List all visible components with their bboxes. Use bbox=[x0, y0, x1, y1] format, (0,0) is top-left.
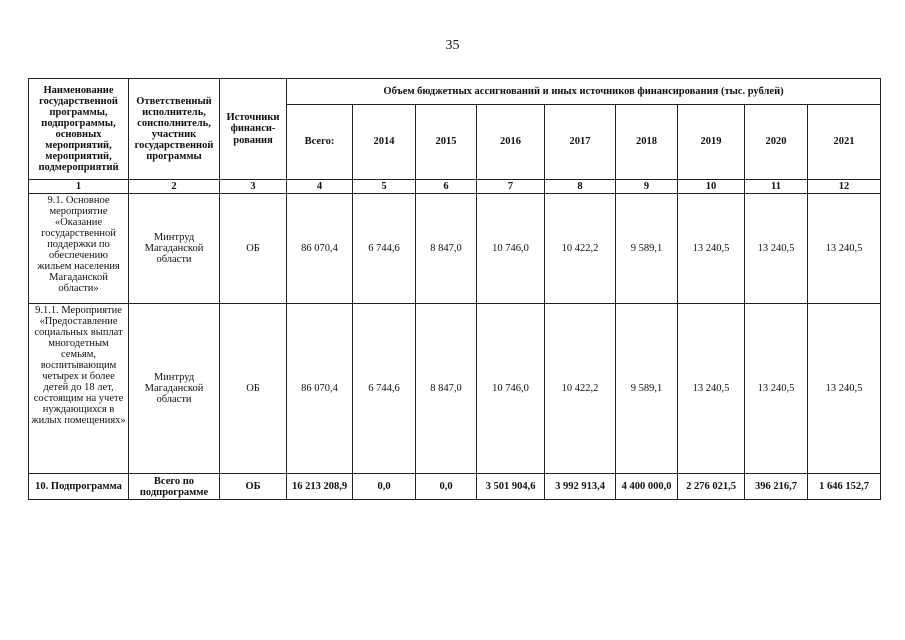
row-source: ОБ bbox=[220, 194, 287, 304]
total-executor: Всего по подпрограмме bbox=[129, 474, 220, 500]
column-number: 11 bbox=[745, 180, 808, 194]
page-number: 35 bbox=[445, 38, 460, 53]
row-name: 9.1.1. Мероприятие «Предоставление социальных выплат многодетным семьям, воспитывающим четырех и более детей до 18 лет, состоящим на учете нуждающихся в жилых помещениях» bbox=[29, 304, 129, 474]
header-budget-group: Объем бюджетных ассигнований и иных источников финансирования (тыс. рублей) bbox=[287, 79, 881, 105]
column-number: 2 bbox=[129, 180, 220, 194]
row-value: 6 744,6 bbox=[353, 304, 416, 474]
total-value: 396 216,7 bbox=[745, 474, 808, 500]
row-value: 8 847,0 bbox=[416, 194, 477, 304]
header-year: 2015 bbox=[416, 105, 477, 180]
total-value: 16 213 208,9 bbox=[287, 474, 353, 500]
column-number: 10 bbox=[678, 180, 745, 194]
row-value: 9 589,1 bbox=[616, 194, 678, 304]
total-row bbox=[29, 474, 881, 500]
column-number: 3 bbox=[220, 180, 287, 194]
total-value: 3 992 913,4 bbox=[545, 474, 616, 500]
row-value: 6 744,6 bbox=[353, 194, 416, 304]
row-value: 9 589,1 bbox=[616, 304, 678, 474]
row-value: 13 240,5 bbox=[678, 194, 745, 304]
total-value: 0,0 bbox=[353, 474, 416, 500]
header-year: 2016 bbox=[477, 105, 545, 180]
column-number: 7 bbox=[477, 180, 545, 194]
column-number: 5 bbox=[353, 180, 416, 194]
row-value: 10 746,0 bbox=[477, 304, 545, 474]
table-row bbox=[29, 304, 881, 474]
row-source: ОБ bbox=[220, 304, 287, 474]
row-value: 13 240,5 bbox=[745, 194, 808, 304]
budget-table bbox=[28, 78, 881, 500]
column-number: 6 bbox=[416, 180, 477, 194]
column-number: 12 bbox=[808, 180, 881, 194]
header-name: Наименование государственной программы, подпрограммы, основных мероприятий, мероприятий, подмероприятий bbox=[29, 79, 129, 180]
header-year: 2017 bbox=[545, 105, 616, 180]
total-value: 1 646 152,7 bbox=[808, 474, 881, 500]
row-value: 13 240,5 bbox=[678, 304, 745, 474]
row-value: 86 070,4 bbox=[287, 304, 353, 474]
row-value: 13 240,5 bbox=[808, 194, 881, 304]
total-name: 10. Подпрограмма bbox=[29, 474, 129, 500]
header-executor: Ответственный исполнитель, соисполнитель, участник государственной программы bbox=[129, 79, 220, 180]
row-executor: Минтруд Магаданской области bbox=[129, 304, 220, 474]
total-value: 3 501 904,6 bbox=[477, 474, 545, 500]
row-executor: Минтруд Магаданской области bbox=[129, 194, 220, 304]
header-source: Источники финанси-рования bbox=[220, 79, 287, 180]
column-number: 1 bbox=[29, 180, 129, 194]
header-total: Всего: bbox=[287, 105, 353, 180]
row-value: 10 422,2 bbox=[545, 304, 616, 474]
total-value: 4 400 000,0 bbox=[616, 474, 678, 500]
row-value: 10 422,2 bbox=[545, 194, 616, 304]
header-year: 2018 bbox=[616, 105, 678, 180]
header-year: 2020 bbox=[745, 105, 808, 180]
row-value: 10 746,0 bbox=[477, 194, 545, 304]
row-value: 8 847,0 bbox=[416, 304, 477, 474]
row-value: 13 240,5 bbox=[745, 304, 808, 474]
column-number: 8 bbox=[545, 180, 616, 194]
total-value: 0,0 bbox=[416, 474, 477, 500]
column-number: 4 bbox=[287, 180, 353, 194]
row-value: 86 070,4 bbox=[287, 194, 353, 304]
table-row bbox=[29, 194, 881, 304]
row-value: 13 240,5 bbox=[808, 304, 881, 474]
total-source: ОБ bbox=[220, 474, 287, 500]
header-year: 2019 bbox=[678, 105, 745, 180]
header-year: 2021 bbox=[808, 105, 881, 180]
row-name: 9.1. Основное мероприятие «Оказание государственной поддержки по обеспечению жильем населения Магаданской области» bbox=[29, 194, 129, 304]
column-number: 9 bbox=[616, 180, 678, 194]
total-value: 2 276 021,5 bbox=[678, 474, 745, 500]
header-year: 2014 bbox=[353, 105, 416, 180]
